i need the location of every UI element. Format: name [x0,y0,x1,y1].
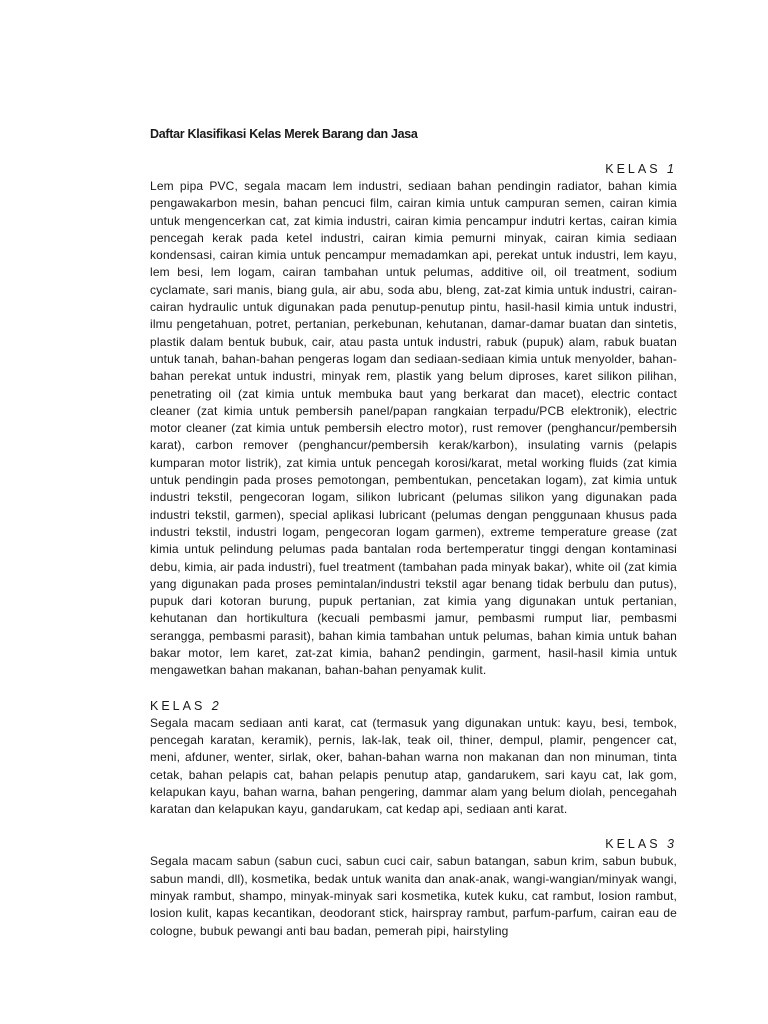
class-1-heading [150,161,677,178]
class-1-number: 1 [667,162,677,176]
class-3-heading [150,836,677,853]
class-3-section [150,836,677,939]
class-2-description: Segala macam sediaan anti karat, cat (termasuk yang digunakan untuk: kayu, besi, tembok, pencegah karatan, keramik), pernis, lak-lak, teak oil, thiner, dempul, plamir, pengencer cat, meni, afduner, wenter, sirlak, oker, bahan-bahan warna non makanan dan non minuman, tinta cetak, bahan pelapis cat, bahan pelapis penutup atap, gandarukem, sari kayu cat, lak gom, kelapukan kayu, bahan warna, bahan pengering, dammar alam yang belum diolah, pencegahah karatan dan kelapukan kayu, gandarukam, cat kedap api, sediaan anti karat. [150,715,677,817]
class-2-label: KELAS [150,698,206,713]
class-1-section [150,161,677,680]
class-1-description: Lem pipa PVC, segala macam lem industri, sediaan bahan pendingin radiator, bahan kimia pengawakarbon mesin, bahan pencuci film, cairan kimia untuk campuran semen, cairan kimia untuk mengencerkan cat, zat kimia industri, cairan kimia pencampur indutri kertas, cairan kimia pencegah kerak pada ketel industri, cairan kimia pemurni minyak, cairan kimia sediaan kondensasi, cairan kimia untuk pencampur memadamkan api, perekat untuk industri, lem kayu, lem besi, lem logam, cairan tambahan untuk pelumas, additive oil, oil treatment, sodium cyclamate, sari manis, biang gula, air abu, soda abu, bleng, zat-zat kimia untuk industri, cairan-cairan hydraulic untuk digunakan pada penutup-penutup pintu, hasil-hasil kimia untuk industri, ilmu pengetahuan, potret, pertanian, perkebunan, kehutanan, damar-damar buatan dan sintetis, plastik dalam bentuk bubuk, cair, atau pasta untuk industri, rabuk (pupuk) alam, rabuk buatan untuk tanah, bahan-bahan pengeras logam dan sediaan-sediaan kimia untuk menyolder, bahan-bahan perekat untuk industri, minyak rem, plastik yang belum diproses, karet silikon pilihan, penetrating oil (zat kimia untuk membuka baut yang berkarat dan macet), electric contact cleaner (zat kimia untuk pembersih panel/papan rangkaian terpadu/PCB elektronik), electric motor cleaner (zat kimia untuk pembersih electro motor), rust remover (penghancur/pembersih karat), carbon remover (penghancur/pembersih kerak/karbon), insulating varnis (pelapis kumparan motor listrik), zat kimia untuk pencegah korosi/karat, metal working fluids (zat kimia untuk pendingin pada proses pemotongan, pembentukan, pencetakan logam), zat kimia untuk industri tekstil, pengecoran logam, silikon lubricant (pelumas silikon yang digunakan pada industri tekstil, garmen), special aplikasi lubricant (pelumas dengan penggunaan khusus pada industri tekstil, industri logam, pengecoran logam garmen), extreme temperature grease (zat kimia untuk pelindung pelumas pada bantalan roda bertemperatur tinggi dengan kontaminasi debu, kimia, air pada industri), fuel treatment (tambahan pada minyak bakar), white oil (zat kimia yang digunakan pada proses pemintalan/industri tekstil agar benang tidak berbulu dan putus), pupuk dari kotoran burung, pupuk pertanian, zat kimia yang digunakan untuk pertanian, kehutanan dan hortikultura (kecuali pembasmi jamur, pembasmi rumput liar, pembasmi serangga, pembasmi parasit), bahan kimia tambahan untuk pelumas, bahan kimia untuk bahan bakar motor, lem karet, zat-zat kimia, bahan2 pendingin, garment, hasil-hasil kimia untuk mengawetkan bahan makanan, bahan-bahan penyamak kulit. [150,179,677,678]
class-2-section [150,698,677,819]
document-title: Daftar Klasifikasi Kelas Merek Barang dan Jasa [150,127,418,141]
class-3-number: 3 [667,837,677,852]
class-2-number: 2 [211,698,222,713]
class-1-label: KELAS [605,162,661,176]
class-2-heading [150,698,677,715]
class-3-label: KELAS [605,837,661,852]
document-page [150,126,677,958]
class-3-description: Segala macam sabun (sabun cuci, sabun cuci cair, sabun batangan, sabun krim, sabun bubuk, sabun mandi, dll), kosmetika, bedak untuk wanita dan anak-anak, wangi-wangian/minyak wangi, minyak rambut, shampo, minyak-minyak sari kosmetika, kutek kuku, cat rambut, losion rambut, losion kulit, kapas kecantikan, deodorant stick, hairspray rambut, parfum-parfum, cairan eau de cologne, bubuk pewangi anti bau badan, pemerah pipi, hairstyling [150,854,677,938]
